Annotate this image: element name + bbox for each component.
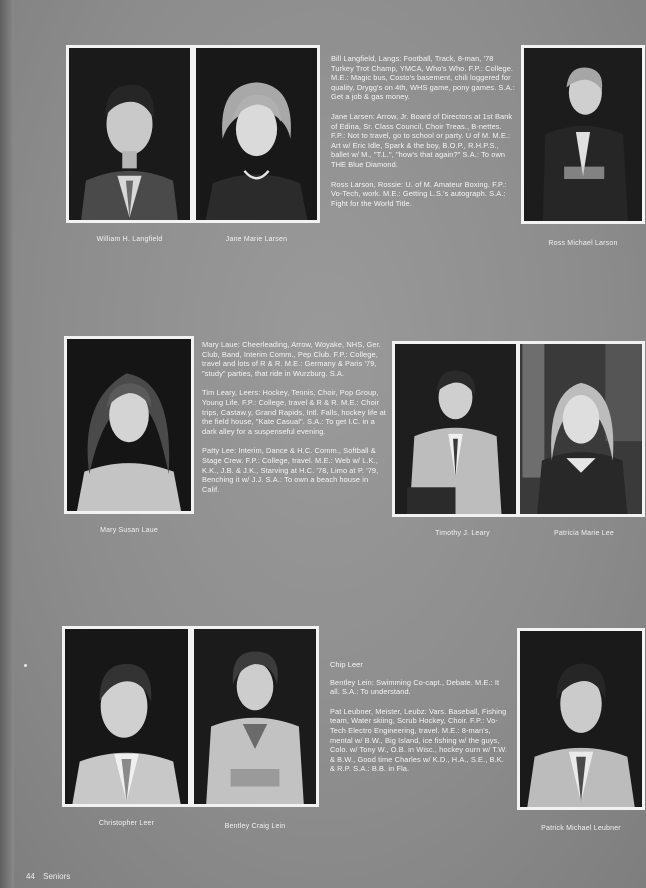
portrait-langfield: [66, 45, 193, 223]
caption-ross-larson: Ross Michael Larson: [548, 240, 618, 247]
bio-block-middle: [202, 340, 387, 504]
bio-block-top: [331, 54, 517, 218]
bio-tim-leary: Tim Leary, Leers: Hockey, Tennis, Choir, Pop Group, Young Life. F.P.: College, travel & R & R. M.E.: Choir trips, Castaw.y, Grand Rapids, Intl. Falls, hockey life at the field house, "Kate Casual". S.A.: To get I.C. in a dark alley for a suspenseful evening.: [202, 388, 386, 436]
caption-jane-larsen: Jane Marie Larsen: [225, 236, 288, 243]
portrait-mary-laue: [64, 336, 194, 514]
bio-jane-larsen: Jane Larsen: Arrow, Jr. Board of Directors at 1st Bank of Edina, Sr. Class Council, Choir Treas., B-nettes. F.P.: Not to travel, go to school or party. U of M. M.E.: Art w/ Eric Idle, Spark & the boy, B.O.P., R.H.P.S., ballet w/ M., "T.L.", "how's that again?" S.A.: To own THE Blue Diamond.: [331, 111, 513, 169]
bio-chip-leer: Chip Leer: [330, 660, 363, 669]
page-footer: [26, 872, 76, 881]
portrait-timothy-leary: [392, 341, 519, 517]
portrait-ross-larson: [521, 45, 645, 224]
page-binding-shadow: [0, 0, 14, 888]
caption-timothy-leary: Timothy J. Leary: [435, 530, 490, 537]
bio-ross-larson: Ross Larson, Rossie: U. of M. Amateur Boxing. F.P.: Vo-Tech, work. M.E.: Getting L.S.'s autograph. S.A.: Fight for the World Title.: [331, 179, 507, 208]
caption-bentley-lein: Bentley Craig Lein: [224, 823, 286, 830]
caption-mary-laue: Mary Susan Laue: [100, 527, 158, 534]
bio-langfield: Bill Langfield, Langs: Football, Track, 8-man, '78 Turkey Trot Champ, YMCA, Who's Who. F.P.: College. M.E.: Magic bus, Costo's basement, chili loggered for quality, Drygg's on 4th, WHS game, pony games. S.A.: Get a job & gas money.: [331, 54, 515, 102]
portrait-patrick-leubner: [517, 628, 645, 810]
portrait-patricia-lee: [517, 341, 645, 517]
bio-patty-lee: Patty Lee: Interim, Dance & H.C. Comm., Softball & Stage Crew. F.P.: College, travel. M.E.: Web w/ L.K., K.K., J.B. & J.K., Starving at H.C. '78, Limo at P. '79, Benching it w/ J.J. S.A.: To own a beach house in Calif.: [202, 446, 379, 494]
section-label: Seniors: [43, 872, 71, 881]
caption-christopher-leer: Christopher Leer: [98, 820, 155, 827]
caption-patricia-lee: Patricia Marie Lee: [553, 530, 614, 537]
caption-langfield: William H. Langfield: [96, 236, 163, 243]
decorative-dot: [24, 664, 27, 667]
portrait-christopher-leer: [62, 626, 191, 807]
bio-mary-laue: Mary Laue: Cheerleading, Arrow, Woyake, NHS, Ger. Club, Band, Interim Comm., Pep Club. F.P.: College, travel and lots of R & R. M.E.: Germany & Paris '79, "study" parties, that ride in Wurzburg. S.A.: [202, 340, 381, 378]
portrait-jane-larsen: [193, 45, 320, 223]
bio-pat-leubner: Pat Leubner, Meister, Leubz: Vars. Baseball, Fishing team, Water skiing, Scrub Hockey, Choir. F.P.: Vo-Tech Electro Engineering, travel. M.E.: 8-man's, mental w/ B.W., Big Island, ice fishing w/ the guys, Colo. w/ Tony W., O.B. in Wisc., hockey ourn w/ T.W. & B.W., Good time Charles w/ K.D., H.A., S.E., B.K. & R.P. S.A.: B.B. in Fla.: [330, 706, 508, 774]
bio-bentley-lein: Bentley Lein: Swimming Co-capt., Debate. M.E.: It all. S.A.: To understand.: [330, 677, 500, 697]
page-number: 44: [26, 872, 35, 881]
portrait-bentley-lein: [191, 626, 319, 807]
caption-patrick-leubner: Patrick Michael Leubner: [541, 825, 621, 832]
bio-block-bottom: [330, 660, 510, 784]
